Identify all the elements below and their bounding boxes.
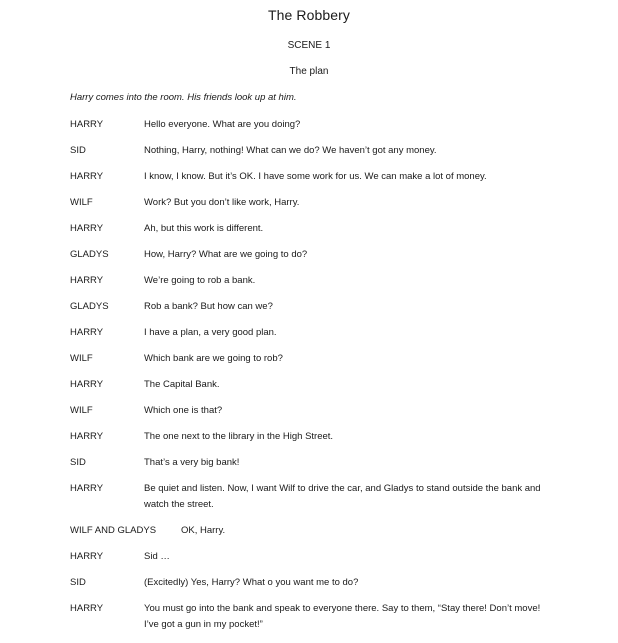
dialogue-line: [0, 455, 618, 471]
dialogue-line: [0, 247, 618, 263]
speech-text: Hello everyone. What are you doing?: [144, 119, 301, 130]
speech-text: The Capital Bank.: [144, 379, 220, 390]
speech-text: Nothing, Harry, nothing! What can we do? We haven’t got any money.: [144, 145, 437, 156]
speech-text: I know, I know. But it’s OK. I have some work for us. We can make a lot of money.: [144, 171, 487, 182]
speaker-name: HARRY: [70, 483, 104, 494]
speaker-name: HARRY: [70, 379, 104, 390]
scene-subtitle: The plan: [289, 66, 329, 77]
dialogue-line: [0, 169, 618, 185]
speaker-name: HARRY: [70, 171, 104, 182]
speech-text: (Excitedly) Yes, Harry? What o you want me to do?: [144, 577, 359, 588]
speech-text: We’re going to rob a bank.: [144, 275, 256, 286]
dialogue-line: [0, 273, 618, 289]
speech-text: Rob a bank? But how can we?: [144, 301, 273, 312]
speech-text: You must go into the bank and speak to everyone there. Say to them, “Stay there! Don’t move! I’ve got a gun in my pocket!”: [144, 603, 541, 630]
speaker-name: HARRY: [70, 551, 104, 562]
dialogue-line: [0, 429, 618, 445]
speech-text: OK, Harry.: [181, 525, 226, 536]
speaker-name: HARRY: [70, 327, 104, 338]
speaker-name: WILF AND GLADYS: [70, 525, 157, 536]
dialogue-line: [0, 195, 618, 211]
dialogue-line: [0, 523, 618, 539]
dialogue-line: [0, 601, 618, 633]
scene-heading: SCENE 1: [287, 40, 331, 51]
dialogue-line: [0, 549, 618, 565]
speech-text: Ah, but this work is different.: [144, 223, 264, 234]
speaker-name: HARRY: [70, 223, 104, 234]
speaker-name: SID: [70, 457, 86, 468]
dialogue-line: [0, 143, 618, 159]
stage-direction: Harry comes into the room. His friends look up at him.: [70, 92, 297, 103]
speaker-name: WILF: [70, 197, 93, 208]
dialogue-line: [0, 575, 618, 591]
dialogue-line: [0, 377, 618, 393]
speech-text: I have a plan, a very good plan.: [144, 327, 277, 338]
dialogue-line: [0, 403, 618, 419]
speaker-name: HARRY: [70, 275, 104, 286]
dialogue-line: [0, 117, 618, 133]
speech-text: Be quiet and listen. Now, I want Wilf to drive the car, and Gladys to stand outside the bank and watch the street.: [144, 483, 541, 510]
speaker-name: GLADYS: [70, 301, 109, 312]
speaker-name: SID: [70, 145, 86, 156]
dialogue-line: [0, 351, 618, 367]
dialogue-line: [0, 481, 618, 513]
speech-text: Which bank are we going to rob?: [144, 353, 283, 364]
speech-text: Work? But you don’t like work, Harry.: [144, 197, 300, 208]
speaker-name: WILF: [70, 405, 93, 416]
speech-text: Which one is that?: [144, 405, 223, 416]
dialogue-line: [0, 221, 618, 237]
speech-text: That’s a very big bank!: [144, 457, 240, 468]
page-title: The Robbery: [267, 7, 351, 23]
speaker-name: GLADYS: [70, 249, 109, 260]
speaker-name: HARRY: [70, 603, 104, 614]
dialogue-line: [0, 325, 618, 341]
dialogue-line: [0, 299, 618, 315]
speaker-name: SID: [70, 577, 86, 588]
speech-text: The one next to the library in the High Street.: [144, 431, 334, 442]
speech-text: Sid …: [144, 551, 170, 562]
speech-text: How, Harry? What are we going to do?: [144, 249, 308, 260]
speaker-name: WILF: [70, 353, 93, 364]
speaker-name: HARRY: [70, 119, 104, 130]
dialogue-list: [0, 117, 618, 643]
speaker-name: HARRY: [70, 431, 104, 442]
